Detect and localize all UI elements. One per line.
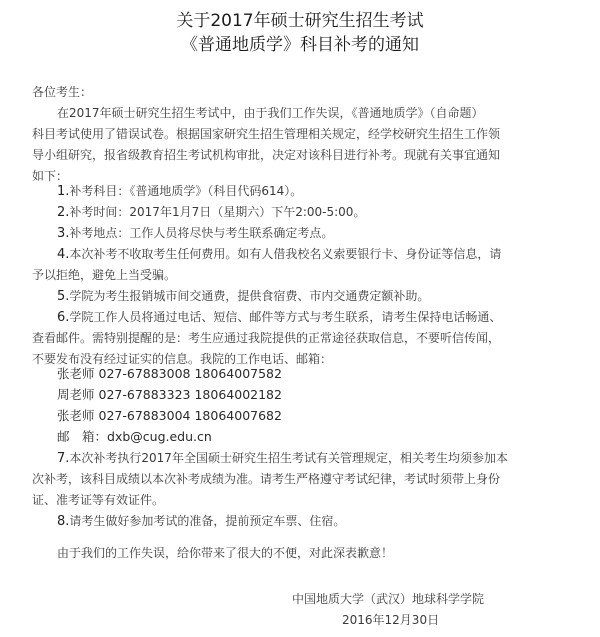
item-number: 1. xyxy=(57,184,70,199)
list-item-6 xyxy=(57,310,501,325)
item-text: 本次补考不收取考生任何费用。如有人借我校名义索要银行卡、身份证等信息，请 xyxy=(69,247,502,261)
list-item-2 xyxy=(57,205,365,220)
greeting: 各位考生： xyxy=(32,85,93,99)
item-text: 补考科目：《普通地质学》（科目代码614）。 xyxy=(69,184,303,198)
email-label: 邮 箱： xyxy=(57,429,108,444)
item-number: 4. xyxy=(57,247,70,262)
item-text: 补考地点：工作人员将尽快与考生联系确定考点。 xyxy=(69,226,334,240)
contact-row xyxy=(57,367,282,381)
item-number: 2. xyxy=(57,205,70,220)
item-number: 5. xyxy=(57,289,70,304)
item-number: 7. xyxy=(57,451,70,466)
contact-name: 周老师 xyxy=(57,387,95,402)
list-item-3 xyxy=(57,226,333,241)
list-item-1 xyxy=(57,184,302,199)
contact-row xyxy=(57,388,282,402)
list-item-6-continued-2: 不要发布没有经过证实的信息。我院的工作电话、邮箱： xyxy=(32,352,333,366)
contact-row xyxy=(57,409,282,423)
list-item-7-continued-1: 次补考，该科目成绩以本次补考成绩为准。请考生严格遵守考试纪律，考试时须带上身份 xyxy=(32,472,501,486)
contact-name: 张老师 xyxy=(57,408,95,423)
list-item-4 xyxy=(57,247,501,262)
item-text: 学院为考生报销城市间交通费，提供食宿费、市内交通费定额补助。 xyxy=(69,289,430,303)
intro-line-2: 科目考试使用了错误试卷。根据国家研究生招生管理相关规定，经学校研究生招生工作领 xyxy=(32,127,501,141)
item-text: 请考生做好参加考试的准备，提前预定车票、住宿。 xyxy=(69,514,346,528)
intro-line-3: 导小组研究，报省级教育招生考试机构审批，决定对该科目进行补考。现就有关事宜通知 xyxy=(32,148,501,162)
contact-name: 张老师 xyxy=(57,366,95,381)
item-text: 补考时间：2017年1月7日（星期六）下午2:00-5:00。 xyxy=(69,205,366,219)
intro-line-1: 在2017年硕士研究生招生考试中，由于我们工作失误，《普通地质学》（自命题） xyxy=(57,106,484,120)
item-number: 8. xyxy=(57,514,70,529)
item-number: 6. xyxy=(57,310,70,325)
contact-mobile: 18064007682 xyxy=(194,408,282,423)
intro-line-4: 如下： xyxy=(32,169,69,183)
apology-text: 由于我们的工作失误，给你带来了很大的不便，对此深表歉意！ xyxy=(57,546,394,560)
item-text: 学院工作人员将通过电话、短信、邮件等方式与考生联系，请考生保持电话畅通、 xyxy=(69,310,502,324)
email-row xyxy=(57,430,212,444)
list-item-6-continued-1: 查看邮件。需特别提醒的是：考生应通过我院提供的正常途径获取信息，不要听信传闻， xyxy=(32,331,501,345)
signature-org: 中国地质大学（武汉）地球科学学院 xyxy=(292,592,485,606)
contact-mobile: 18064007582 xyxy=(194,366,282,381)
item-text: 本次补考执行2017年全国硕士研究生招生考试有关管理规定，相关考生均须参加本 xyxy=(69,451,508,465)
list-item-5 xyxy=(57,289,429,304)
contact-mobile: 18064002182 xyxy=(194,387,282,402)
list-item-8 xyxy=(57,514,345,529)
title-line-1: 关于2017年硕士研究生招生考试 xyxy=(176,11,424,31)
list-item-4-continued: 予以拒绝，避免上当受骗。 xyxy=(32,268,177,282)
contact-phone: 027-67883008 xyxy=(98,366,191,381)
list-item-7 xyxy=(57,451,508,466)
email-address: dxb@cug.edu.cn xyxy=(107,429,212,444)
title-line-2: 《普通地质学》科目补考的通知 xyxy=(181,35,419,55)
list-item-7-continued-2: 证、准考证等有效证件。 xyxy=(32,493,165,507)
contact-phone: 027-67883323 xyxy=(98,387,191,402)
contact-phone: 027-67883004 xyxy=(98,408,191,423)
item-number: 3. xyxy=(57,226,70,241)
signature-date: 2016年12月30日 xyxy=(342,613,440,627)
